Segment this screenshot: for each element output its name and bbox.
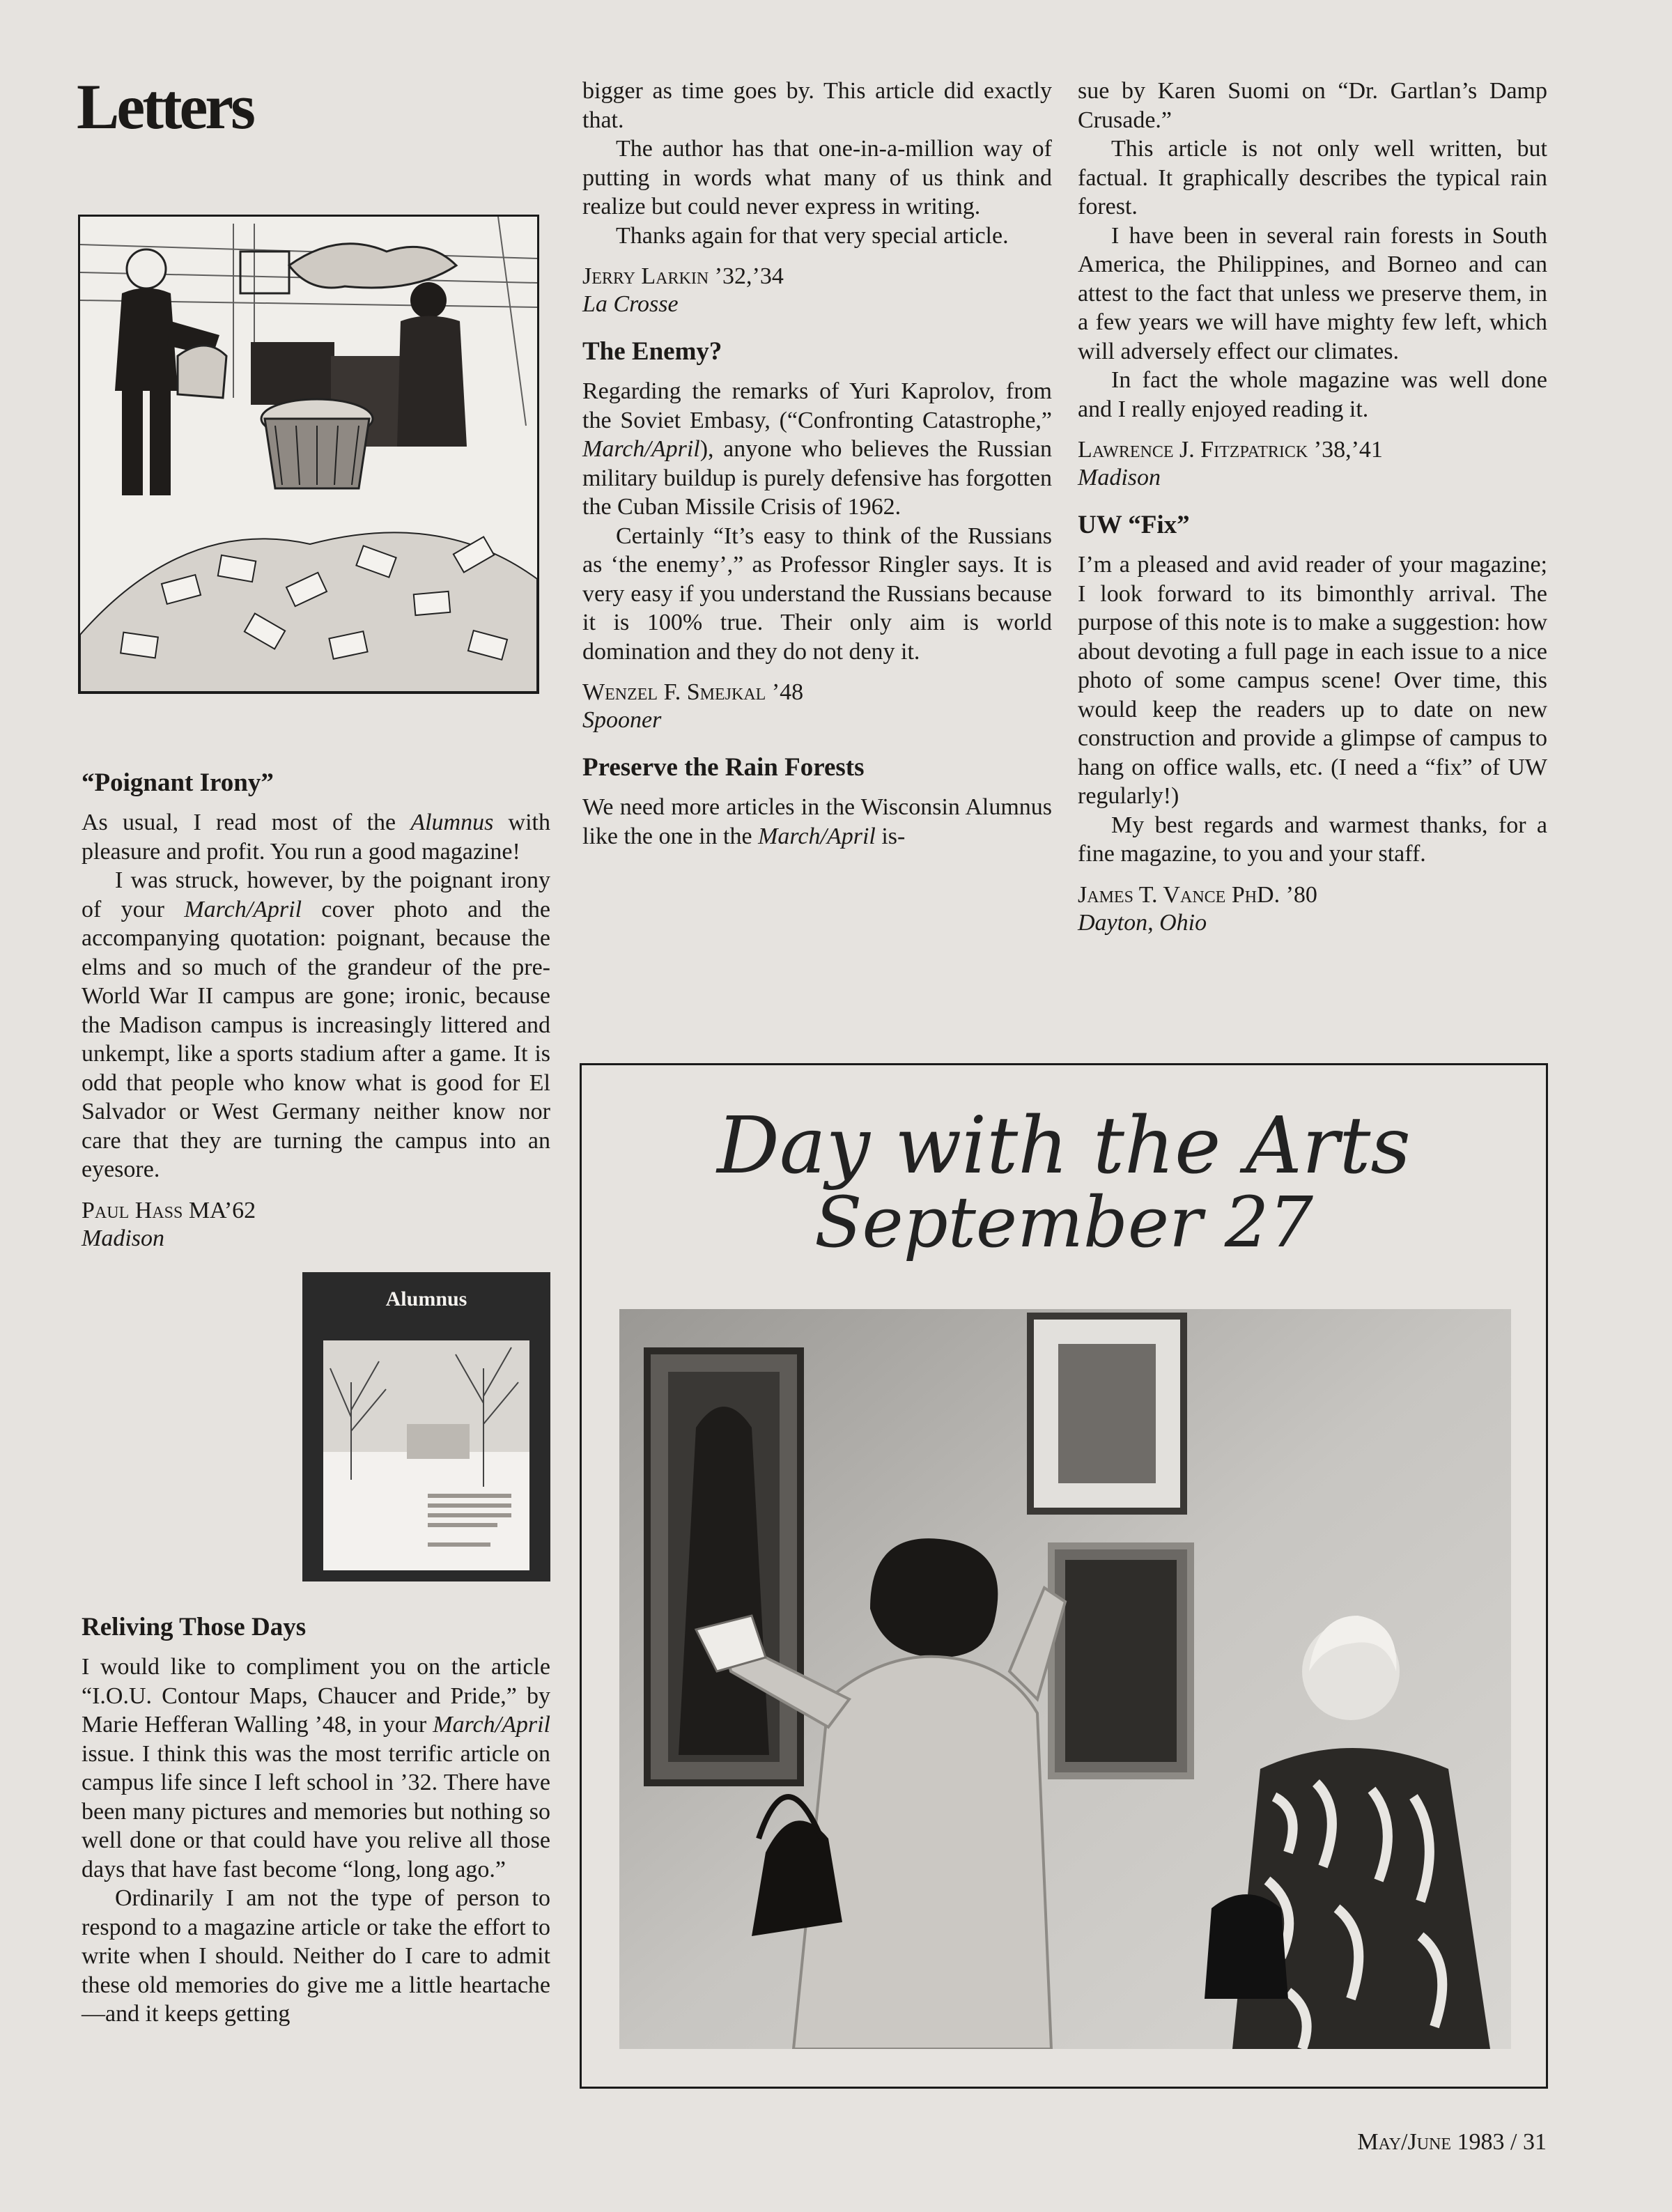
arts-promo-date: September 27 [814, 1182, 1313, 1263]
letter-paragraph: As usual, I read most of the Alumnus with pleasure and profit. You run a good magazine! [82, 810, 550, 865]
letter-paragraph: We need more articles in the Wisconsin Alumnus like the one in the March/April is- [582, 794, 1052, 849]
footer-issue: May/June 1983 [1357, 2129, 1505, 2155]
signature-name: James T. Vance PhD. ’80 [1078, 881, 1317, 908]
letter-signature [82, 1197, 550, 1253]
letter-paragraph: In fact the whole magazine was well done and I really enjoyed reading it. [1078, 367, 1547, 422]
letter-signature [582, 263, 1052, 318]
letter-signature [582, 679, 1052, 734]
letter-heading: The Enemy? [582, 337, 722, 366]
letter-heading: Reliving Those Days [82, 1613, 307, 1641]
mailroom-engraving-illustration [78, 215, 539, 694]
cover-photo [323, 1340, 529, 1570]
cover-masthead: Alumnus [385, 1287, 467, 1310]
signature-place: La Crosse [582, 291, 679, 317]
letter-heading: Preserve the Rain Forests [582, 753, 865, 782]
letter-paragraph: I would like to compliment you on the article “I.O.U. Contour Maps, Chaucer and Pride,” by Marie Hefferan Walling ’48, in your March/April issue. I think this was the most terrific article on campus life since I left school in ’32. There have been many pictures and memories but nothing so well done or that could have you relive all those days that have fast become “long, long ago.” [82, 1654, 550, 1882]
letter-poignant-irony [82, 768, 550, 1253]
letter-paragraph: Regarding the remarks of Yuri Kaprolov, from the Soviet Embasy, (“Confronting Catastrophe,” March/April), anyone who believes the Russian military buildup is purely defensive has forgotten the Cuban Missile Crisis of 1962. [582, 378, 1052, 520]
letter-paragraph: This article is not only well written, but factual. It graphically describes the typical rain forest. [1078, 136, 1547, 219]
arts-promo-title: Day with the Arts [717, 1101, 1411, 1191]
letter-paragraph: Ordinarily I am not the type of person to respond to a magazine article or take the effort to write when I should. Neither do I care to admit these old memories do give me a little heartache—and it keeps getting [82, 1885, 550, 2027]
letter-paragraph: The author has that one-in-a-million way of putting in words what many of us think and realize but could never express in writing. [582, 136, 1052, 219]
arts-promo-box [580, 1063, 1548, 2089]
column-middle [582, 77, 1052, 851]
signature-name: Jerry Larkin ’32,’34 [582, 263, 784, 289]
page-number: 31 [1523, 2129, 1547, 2155]
letter-paragraph: bigger as time goes by. This article did exactly that. [582, 78, 1052, 133]
signature-name: Lawrence J. Fitzpatrick ’38,’41 [1078, 437, 1383, 463]
signature-place: Madison [82, 1225, 164, 1251]
letter-paragraph: My best regards and warmest thanks, for a fine magazine, to you and your staff. [1078, 812, 1547, 867]
page-title: Letters [77, 71, 253, 142]
signature-place: Madison [1078, 465, 1161, 490]
signature-name: Wenzel F. Smejkal ’48 [582, 679, 804, 705]
letter-heading: UW “Fix” [1078, 511, 1190, 539]
signature-name: Paul Hass MA’62 [82, 1197, 256, 1223]
letter-paragraph: Thanks again for that very special article. [616, 222, 1009, 249]
letter-paragraph: I have been in several rain forests in South America, the Philippines, and Borneo and can attest to the fact that unless we preserve them, in a few years we will have mighty few left, which will adversely effect our climates. [1078, 222, 1547, 364]
letter-paragraph: sue by Karen Suomi on “Dr. Gartlan’s Damp Crusade.” [1078, 78, 1547, 133]
footer-separator: / [1504, 2129, 1523, 2155]
museum-visitors-photo [619, 1309, 1511, 2049]
signature-place: Spooner [582, 707, 662, 733]
magazine-cover-thumbnail [302, 1272, 550, 1581]
letter-signature [1078, 436, 1547, 492]
engraving-drawing [80, 217, 537, 692]
letter-reliving-those-days [82, 1612, 550, 2029]
signature-place: Dayton, Ohio [1078, 909, 1207, 936]
letter-signature [1078, 881, 1547, 937]
letter-paragraph: Certainly “It’s easy to think of the Russians as ‘the enemy’,” as Professor Ringler says. It is very easy if you understand the Russians because it is 100% true. Their only aim is world domination and they do not deny it. [582, 523, 1052, 665]
letter-heading: “Poignant Irony” [82, 768, 274, 797]
page-footer [1317, 2129, 1547, 2156]
column-right [1078, 77, 1547, 937]
letter-paragraph: I’m a pleased and avid reader of your magazine; I look forward to its bimonthly arrival. The purpose of this note is to make a suggestion: how about devoting a full page in each issue to a nice photo of some campus scene! Over time, this would keep the readers up to date on new construction and provide a glimpse of campus to hang on office walls, etc. (I need a “fix” of UW regularly!) [1078, 552, 1547, 809]
letter-paragraph: I was struck, however, by the poignant irony of your March/April cover photo and the accompanying quotation: poignant, because the elms and so much of the grandeur of the pre-World War II campus are gone; ironic, because the Madison campus is increasingly littered and unkempt, like a sports stadium after a game. It is odd that people who know what is good for El Salvador or West Germany neither know nor care that they are turning the campus into an eyesore. [82, 867, 550, 1182]
